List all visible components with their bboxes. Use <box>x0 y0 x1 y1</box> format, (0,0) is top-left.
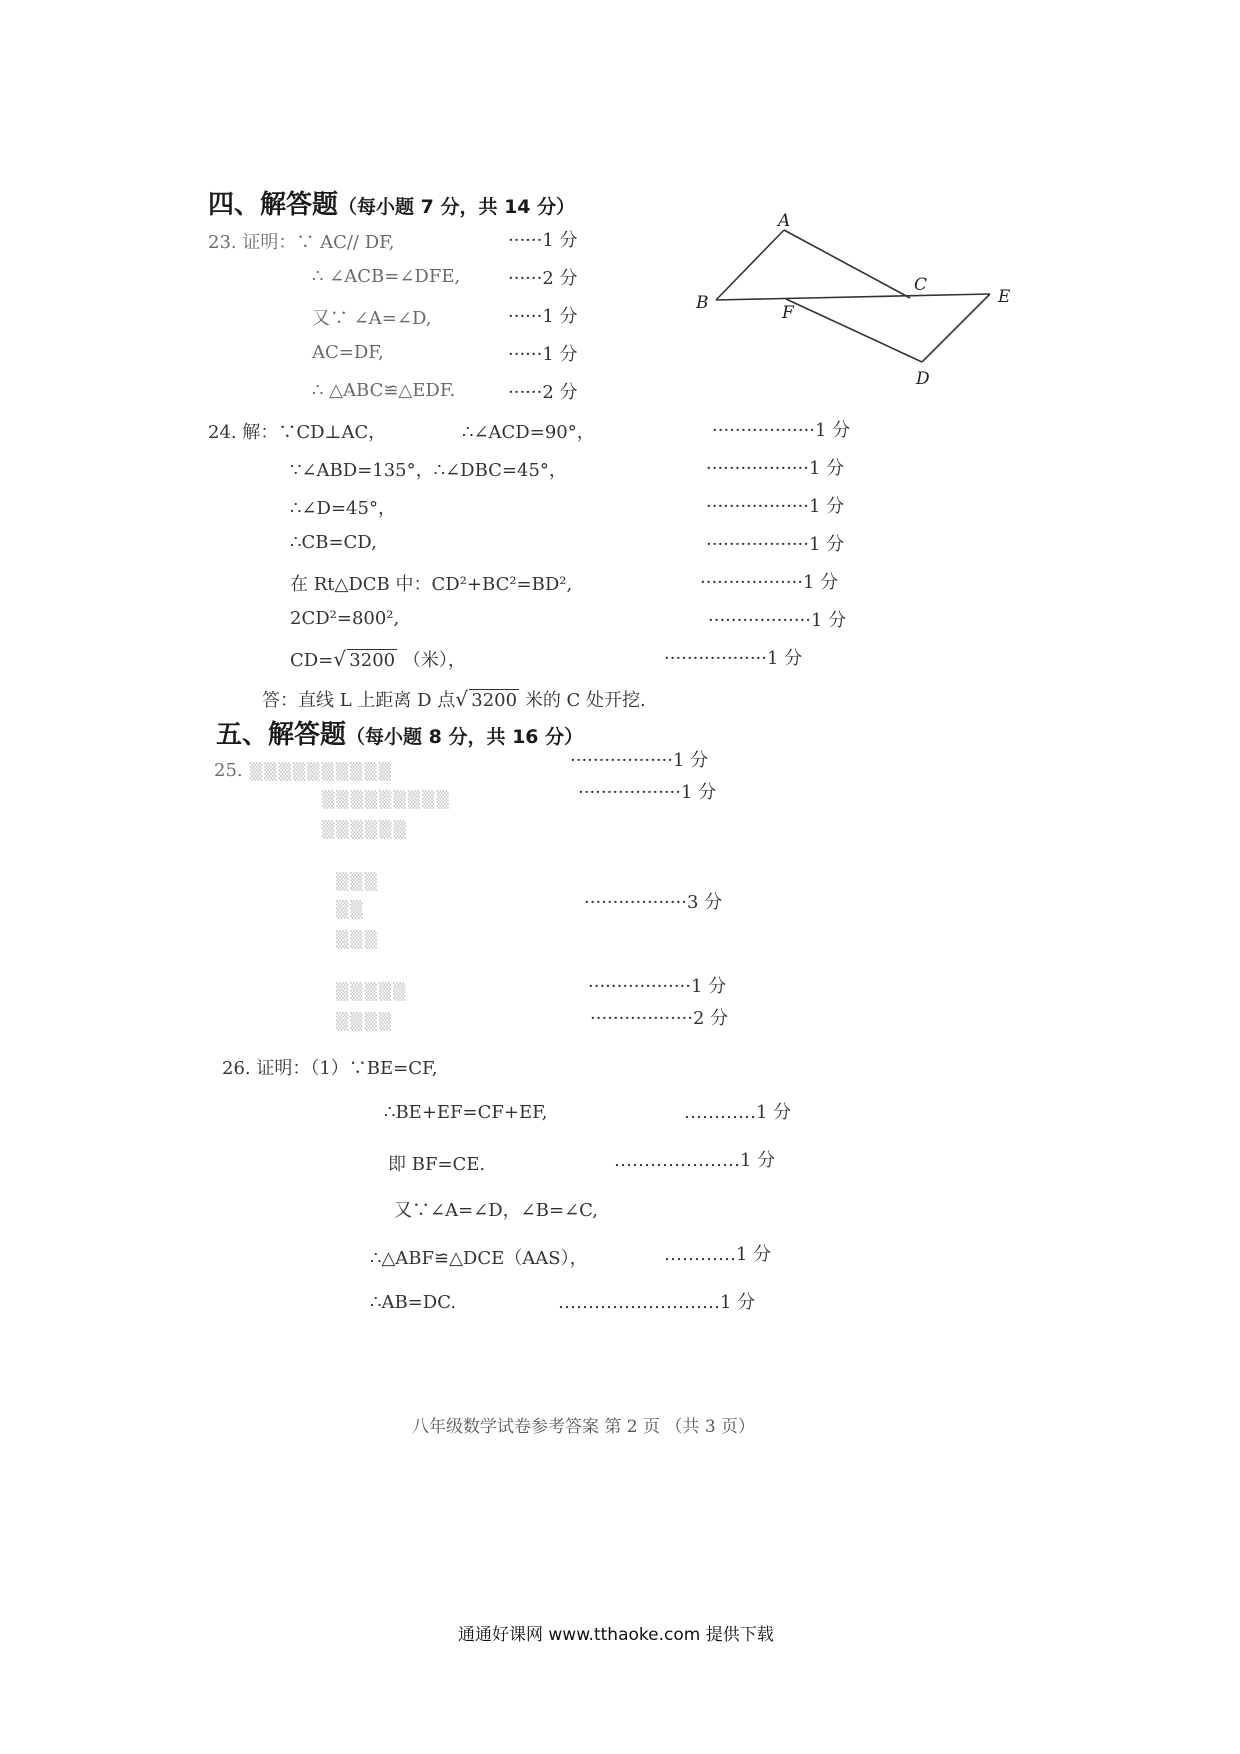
q24-score-2: ··················1 分 <box>706 458 845 479</box>
q25-number: 25. <box>214 760 243 781</box>
q26-line-3: 即 BF=CE. <box>388 1154 486 1175</box>
q24-line-2: ∵∠ABD=135°，∴∠DBC=45°， <box>290 460 567 481</box>
q26-score-6: ………………………1 分 <box>558 1292 756 1313</box>
q24-score-4: ··················1 分 <box>706 534 845 555</box>
section5-heading <box>216 714 583 751</box>
q25-score-2: ··················1 分 <box>578 782 717 803</box>
label-f: F <box>782 303 794 323</box>
q23-line-2: ∴ ∠ACB=∠DFE, <box>312 266 461 287</box>
q24-score-5: ··················1 分 <box>700 572 839 593</box>
q26-line-4: 又∵∠A=∠D，∠B=∠C, <box>394 1200 599 1221</box>
q24-answer-radicand: 3200 <box>471 690 518 711</box>
section4-heading <box>208 184 575 221</box>
label-b: B <box>696 293 709 313</box>
q25-score-1: ··················1 分 <box>570 750 709 771</box>
segment-ac <box>784 230 910 298</box>
q25-score-5: ··················2 分 <box>590 1008 729 1029</box>
q24-sqrt: √ 3200 <box>333 647 396 671</box>
q25-faded-line-1: ▒▒▒▒▒▒▒▒▒▒ <box>250 762 394 781</box>
segment-ab <box>716 230 784 300</box>
q23-score-4: ······1 分 <box>508 344 578 365</box>
label-a: A <box>778 211 791 231</box>
q24-score-1: ··················1 分 <box>712 420 851 441</box>
q24-score-3: ··················1 分 <box>706 496 845 517</box>
q23-line-1: 23. 证明：∵ AC// DF, <box>208 232 395 253</box>
q23-score-3: ······1 分 <box>508 306 578 327</box>
segment-fd <box>786 299 922 362</box>
q24-line-3: ∴∠D=45°， <box>290 498 396 519</box>
section5-note: （每小题 8 分，共 16 分） <box>346 726 584 748</box>
q25-score-3: ··················3 分 <box>584 892 723 913</box>
q26-line-1: 26. 证明：（1）∵BE=CF, <box>222 1058 438 1079</box>
q24-line-1: 24. 解：∵CD⊥AC， <box>208 422 387 443</box>
q24-answer-sqrt: √ 3200 <box>455 687 518 711</box>
q26-line-2: ∴BE+EF=CF+EF, <box>384 1102 548 1123</box>
segment-be <box>716 294 990 300</box>
q23-line-4: AC=DF, <box>312 342 384 363</box>
q24-line-6: 2CD²=800², <box>290 608 400 629</box>
segment-ed <box>922 294 990 362</box>
section5-title: 五、解答题 <box>216 720 347 750</box>
q24-answer <box>262 686 646 712</box>
q24-line-5: 在 Rt△DCB 中：CD²+BC²=BD², <box>290 574 573 595</box>
q24-score-6: ··················1 分 <box>708 610 847 631</box>
q24-line-7 <box>290 646 466 672</box>
q24-answer-suffix: 米的 C 处开挖. <box>524 690 646 711</box>
q26-score-3: …………………1 分 <box>614 1150 776 1171</box>
q23-score-5: ······2 分 <box>508 382 578 403</box>
q24-line-1b: ∴∠ACD=90°， <box>462 422 595 443</box>
q24-cd-prefix: CD= <box>290 650 334 671</box>
triangle-figure <box>690 210 1020 390</box>
q25-faded-line-5: ▒▒ <box>336 900 365 919</box>
q25-faded-line-6: ▒▒▒ <box>336 930 379 949</box>
q23-line-3: 又∵ ∠A=∠D, <box>312 308 432 329</box>
q25-score-4: ··················1 分 <box>588 976 727 997</box>
q23-score-2: ······2 分 <box>508 268 578 289</box>
q25-faded-line-7: ▒▒▒▒▒ <box>336 982 408 1001</box>
q24-line-4: ∴CB=CD, <box>290 532 377 553</box>
q26-score-5: …………1 分 <box>664 1244 772 1265</box>
q23-score-1: ······1 分 <box>508 230 578 251</box>
q25-faded-line-2: ▒▒▒▒▒▒▒▒▒ <box>322 790 451 809</box>
q24-answer-prefix: 答：直线 L 上距离 D 点 <box>262 690 456 711</box>
q26-line-5: ∴△ABF≌△DCE（AAS）， <box>370 1248 588 1269</box>
q24-cd-suffix: （米）， <box>402 650 466 671</box>
q26-score-2: …………1 分 <box>684 1102 792 1123</box>
q25-faded-line-3: ▒▒▒▒▒▒ <box>322 820 408 839</box>
q26-line-6: ∴AB=DC. <box>370 1292 457 1313</box>
label-d: D <box>916 369 930 389</box>
label-e: E <box>998 287 1011 307</box>
q24-radicand: 3200 <box>349 650 396 671</box>
page-footer: 八年级数学试卷参考答案 第 2 页 （共 3 页） <box>412 1417 756 1437</box>
section4-note: （每小题 7 分，共 14 分） <box>338 196 576 218</box>
q24-score-7: ··················1 分 <box>664 648 803 669</box>
q25-faded-line-8: ▒▒▒▒ <box>336 1012 394 1031</box>
q25-faded-line-4: ▒▒▒ <box>336 872 379 891</box>
download-credit: 通通好课网 www.tthaoke.com 提供下载 <box>458 1625 774 1645</box>
section4-title: 四、解答题 <box>208 190 339 220</box>
label-c: C <box>914 275 928 295</box>
q23-line-5: ∴ △ABC≌△EDF. <box>312 380 456 401</box>
